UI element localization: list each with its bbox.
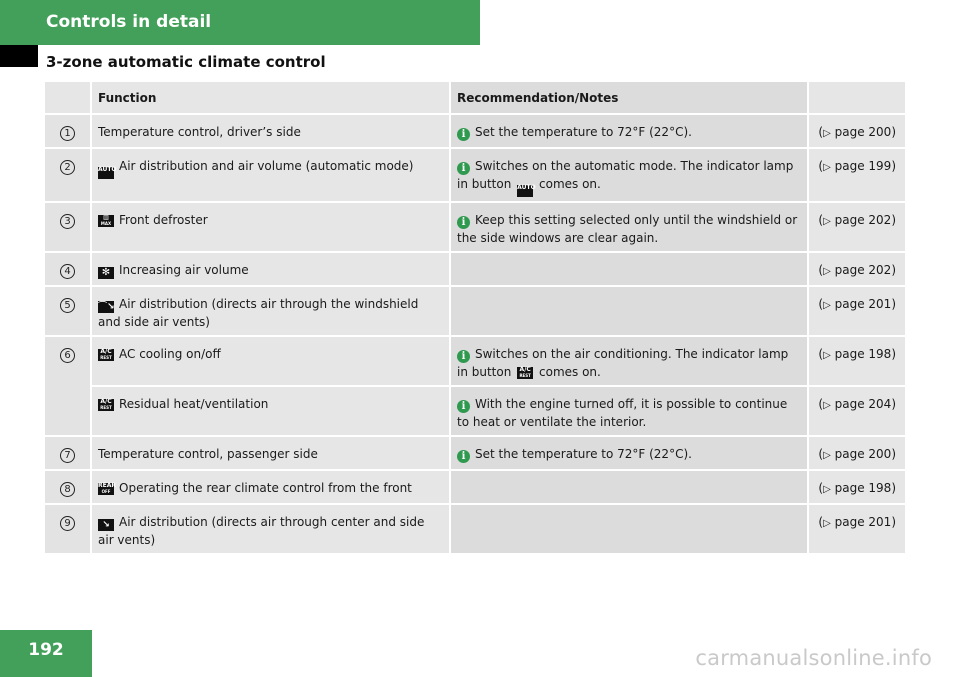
table-header-row [45, 82, 905, 115]
callout-number: 9 [60, 516, 75, 531]
note-text: Switches on the automatic mode. The indicator lamp in button [457, 159, 794, 191]
windshield-vent-button-icon: ⌒↘ [98, 302, 115, 312]
page-number: 192 [0, 630, 92, 677]
header-number [45, 82, 92, 115]
callout-number: 8 [60, 482, 75, 497]
page-ref[interactable]: page 199 [834, 159, 892, 173]
function-text: Air distribution (directs air through center and side air vents) [98, 515, 425, 547]
chapter-title: Controls in detail [46, 12, 212, 32]
callout-number: 6 [60, 348, 75, 363]
page-ref[interactable]: page 202 [834, 263, 892, 277]
callout-number: 3 [60, 214, 75, 229]
page-ref-arrow-icon: ▷ [823, 216, 831, 227]
function-text: Air distribution and air volume (automatic mode) [119, 159, 414, 173]
auto-button-icon: AUTO [517, 185, 533, 197]
function-text: Operating the rear climate control from the front [119, 481, 412, 495]
note-text: Switches on the air conditioning. The indicator lamp in button [457, 347, 789, 379]
function-text: Increasing air volume [119, 263, 249, 277]
controls-table [45, 82, 905, 555]
watermark: carmanualsonline.info [695, 646, 932, 670]
page-ref[interactable]: page 204 [834, 397, 892, 411]
page-ref-arrow-icon: ▷ [823, 128, 831, 139]
note-text: Set the temperature to 72°F (22°C). [475, 447, 692, 461]
page-ref[interactable]: page 202 [834, 213, 892, 227]
table-row: A/C REST Residual heat/ventilation i With the engine turned off, it is possible to continue to heat or ventilate the interior. (▷ page 204) [45, 387, 905, 437]
page-ref[interactable]: page 201 [834, 297, 892, 311]
callout-number: 7 [60, 448, 75, 463]
info-icon: i [457, 450, 470, 463]
callout-number: 5 [60, 298, 75, 313]
fan-button-icon: ✻ [98, 267, 114, 279]
page-ref-arrow-icon: ▷ [823, 484, 831, 495]
page-ref-arrow-icon: ▷ [823, 162, 831, 173]
defroster-button-icon: ▥ MAX [98, 215, 114, 227]
function-text: Residual heat/ventilation [119, 397, 269, 411]
info-icon: i [457, 400, 470, 413]
callout-number: 2 [60, 160, 75, 175]
table-row: 7 Temperature control, passenger side i Set the temperature to 72°F (22°C). (▷ page 200) [45, 437, 905, 471]
page-ref-arrow-icon: ▷ [823, 266, 831, 277]
ac-button-icon: A/C REST [517, 367, 533, 379]
table-row: 1 Temperature control, driver’s side i Set the temperature to 72°F (22°C). (▷ page 200) [45, 115, 905, 149]
callout-number: 1 [60, 126, 75, 141]
callout-number: 4 [60, 264, 75, 279]
page-ref-arrow-icon: ▷ [823, 450, 831, 461]
page-ref-arrow-icon: ▷ [823, 300, 831, 311]
note-tail: comes on. [539, 177, 601, 191]
function-text: Temperature control, driver’s side [98, 125, 301, 139]
info-icon: i [457, 162, 470, 175]
note-text: Set the temperature to 72°F (22°C). [475, 125, 692, 139]
center-vent-button-icon: ↘ [98, 519, 114, 531]
function-text: Front defroster [119, 213, 208, 227]
table-row: 4 ✻ Increasing air volume (▷ page 202) [45, 253, 905, 287]
chapter-banner [0, 0, 480, 45]
note-text: With the engine turned off, it is possible to continue to heat or ventilate the interior. [457, 397, 788, 429]
function-text: AC cooling on/off [119, 347, 221, 361]
info-icon: i [457, 350, 470, 363]
page-ref[interactable]: page 201 [834, 515, 892, 529]
function-text: Temperature control, passenger side [98, 447, 318, 461]
header-page [809, 82, 905, 115]
table-row: 3 ▥ MAX Front defroster i Keep this setting selected only until the windshield or the side windows are clear again. (▷ page 202) [45, 203, 905, 253]
page-ref[interactable]: page 198 [834, 347, 892, 361]
table-row: 9 ↘ Air distribution (directs air through center and side air vents) (▷ page 201) [45, 505, 905, 555]
page-ref[interactable]: page 198 [834, 481, 892, 495]
note-text: Keep this setting selected only until the windshield or the side windows are clear again. [457, 213, 798, 245]
function-text: Air distribution (directs air through the windshield and side air vents) [98, 297, 419, 329]
info-icon: i [457, 128, 470, 141]
section-marker [0, 45, 38, 67]
page-ref-arrow-icon: ▷ [823, 518, 831, 529]
table-row: 5 ⌒↘ Air distribution (directs air through the windshield and side air vents) (▷ page 201) [45, 287, 905, 337]
table-row: 6 A/C REST AC cooling on/off i Switches on the air conditioning. The indicator lamp in button A/C REST comes on. (▷ page 198) [45, 337, 905, 387]
table-row: 2 AUTO Air distribution and air volume (automatic mode) i Switches on the automatic mode. The indicator lamp in button AUTO comes on. (▷ page 199) [45, 149, 905, 203]
page-ref-arrow-icon: ▷ [823, 400, 831, 411]
rear-button-icon: REAR OFF [98, 482, 116, 494]
page-ref[interactable]: page 200 [834, 125, 892, 139]
rest-button-icon: A/C REST [98, 399, 114, 411]
header-function: Function [92, 82, 451, 115]
auto-button-icon: AUTO [98, 167, 114, 179]
info-icon: i [457, 216, 470, 229]
table-row: 8 REAR OFF Operating the rear climate control from the front (▷ page 198) [45, 471, 905, 505]
page-ref-arrow-icon: ▷ [823, 350, 831, 361]
header-notes: Recommendation/Notes [451, 82, 809, 115]
note-tail: comes on. [539, 365, 601, 379]
page-ref[interactable]: page 200 [834, 447, 892, 461]
section-title: 3-zone automatic climate control [46, 53, 326, 71]
ac-button-icon: A/C REST [98, 349, 114, 361]
